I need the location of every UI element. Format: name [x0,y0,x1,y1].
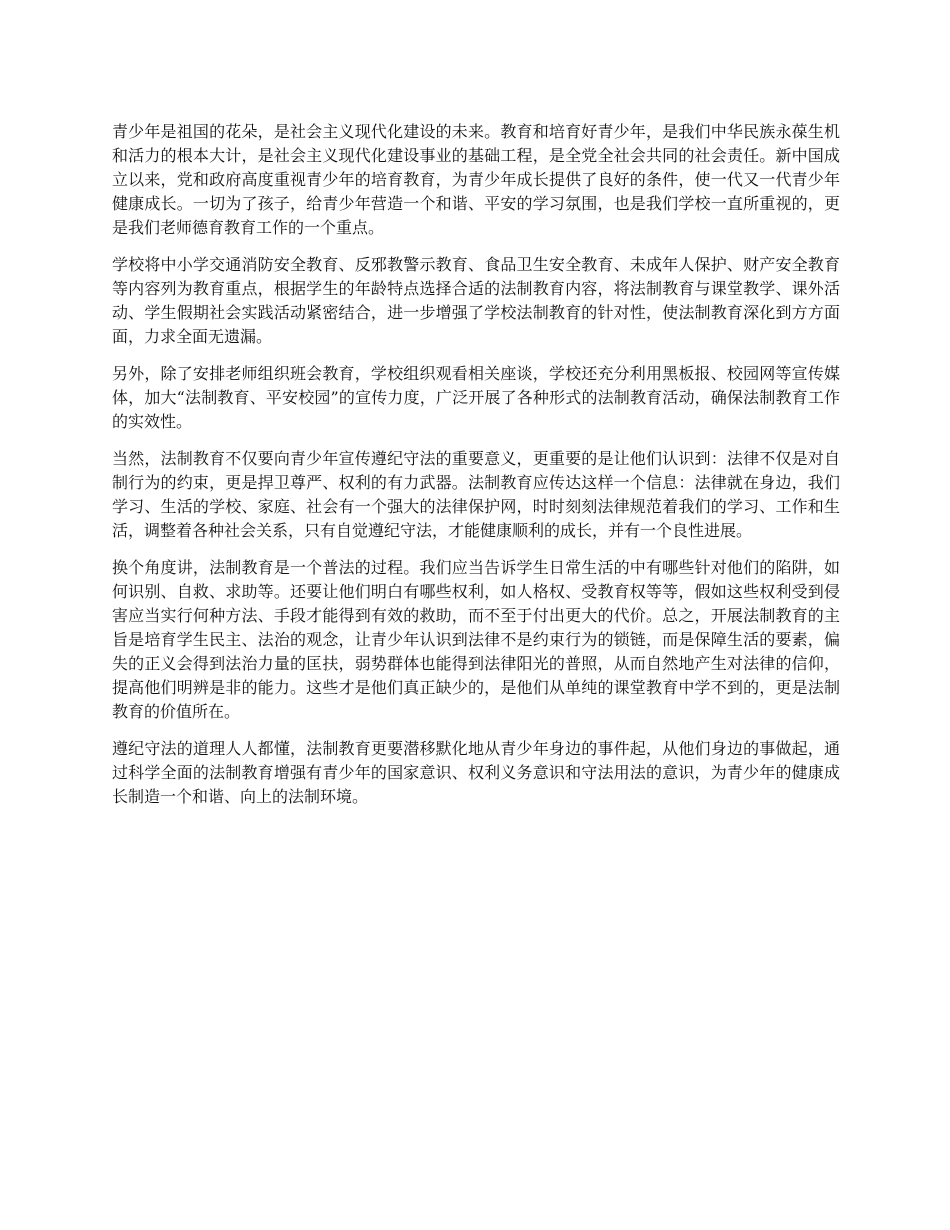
paragraph-5: 换个角度讲，法制教育是一个普法的过程。我们应当告诉学生日常生活的中有哪些针对他们的陷阱，如何识别、自救、求助等。还要让他们明白有哪些权利，如人格权、受教育权等等，假如这些权利受到侵害应当实行何种方法、手段才能得到有效的救助，而不至于付出更大的代价。总之，开展法制教育的主旨是培育学生民主、法治的观念，让青少年认识到法律不是约束行为的锁链，而是保障生活的要素，偏失的正义会得到法治力量的匡扶，弱势群体也能得到法律阳光的普照，从而自然地产生对法律的信仰，提高他们明辨是非的能力。这些才是他们真正缺少的，是他们从单纯的课堂教育中学不到的，更是法制教育的价值所在。 [112,558,840,721]
document-page [112,120,840,822]
paragraph-6: 遵纪守法的道理人人都懂，法制教育更要潜移默化地从青少年身边的事件起，从他们身边的事做起，通过科学全面的法制教育增强有青少年的国家意识、权利义务意识和守法用法的意识，为青少年的健康成长制造一个和谐、向上的法制环境。 [112,739,840,806]
paragraph-3: 另外，除了安排老师组织班会教育，学校组织观看相关座谈，学校还充分利用黑板报、校园网等宣传媒体，加大“法制教育、平安校园”的宣传力度，广泛开展了各种形式的法制教育活动，确保法制教育工作的实效性。 [112,364,840,431]
paragraph-1: 青少年是祖国的花朵，是社会主义现代化建设的未来。教育和培育好青少年，是我们中华民族永葆生机和活力的根本大计，是社会主义现代化建设事业的基础工程，是全党全社会共同的社会责任。新中国成立以来，党和政府高度重视青少年的培育教育，为青少年成长提供了良好的条件，使一代又一代青少年健康成长。一切为了孩子，给青少年营造一个和谐、平安的学习氛围，也是我们学校一直所重视的，更是我们老师德育教育工作的一个重点。 [112,122,840,237]
paragraph-4: 当然，法制教育不仅要向青少年宣传遵纪守法的重要意义，更重要的是让他们认识到：法律不仅是对自制行为的约束，更是捍卫尊严、权利的有力武器。法制教育应传达这样一个信息：法律就在身边，我们学习、生活的学校、家庭、社会有一个强大的法律保护网，时时刻刻法律规范着我们的学习、工作和生活，调整着各种社会关系，只有自觉遵纪守法，才能健康顺利的成长，并有一个良性进展。 [112,449,840,540]
paragraph-2: 学校将中小学交通消防安全教育、反邪教警示教育、食品卫生安全教育、未成年人保护、财产安全教育等内容列为教育重点，根据学生的年龄特点选择合适的法制教育内容，将法制教育与课堂教学、课外活动、学生假期社会实践活动紧密结合，进一步增强了学校法制教育的针对性，使法制教育深化到方方面面，力求全面无遗漏。 [112,255,840,346]
